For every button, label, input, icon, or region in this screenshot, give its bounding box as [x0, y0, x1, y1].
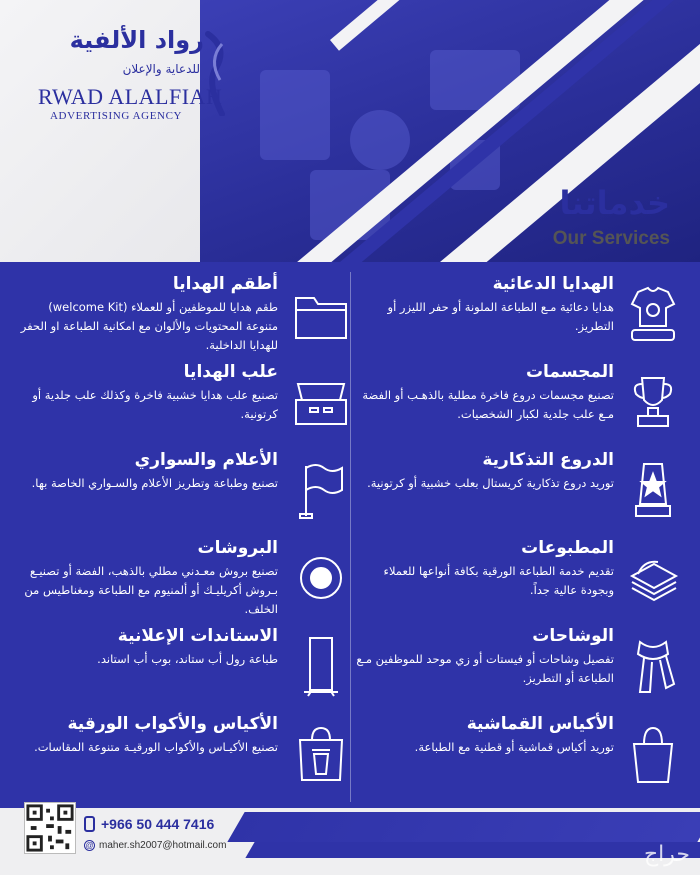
- contact-email[interactable]: [84, 840, 226, 851]
- service-title: الوشاحات: [532, 626, 614, 646]
- phone-icon: [84, 816, 95, 832]
- brand-mark-icon: [202, 30, 232, 116]
- service-title: الأكياس والأكواب الورقية: [67, 714, 278, 734]
- service-stands: [0, 626, 340, 714]
- tshirt-gift-icon: [624, 282, 682, 348]
- service-brooches: [0, 538, 340, 626]
- service-scarves: [350, 626, 690, 714]
- brand-name-ar: رواد الألفية: [69, 26, 204, 54]
- service-title: الأعلام والسواري: [134, 450, 278, 470]
- service-title: الأكياس القماشية: [466, 714, 614, 734]
- service-desc: تصنيع وطباعة وتطريز الأعلام والسـواري الخاصة بها.: [31, 476, 278, 490]
- folder-icon: [292, 282, 350, 348]
- services-title-ar: خدماتنا: [559, 184, 670, 222]
- service-shields: [350, 450, 690, 538]
- service-desc: طباعة رول أب ستاند، بوب أب استاند.: [97, 652, 278, 666]
- qr-code-icon[interactable]: [24, 802, 76, 854]
- brand-logo: [20, 26, 240, 136]
- paper-cup-bag-icon: [292, 722, 350, 788]
- brand-tagline-en: ADVERTISING AGENCY: [50, 110, 183, 122]
- service-title: المجسمات: [525, 362, 614, 382]
- service-title: أطقم الهدايا: [172, 274, 278, 294]
- header-collage: [0, 0, 700, 262]
- footer-stripe-lower: [245, 842, 700, 858]
- brand-tagline-ar: للدعاية والإعلان: [122, 62, 200, 76]
- service-title: البروشات: [197, 538, 278, 558]
- service-models: [350, 362, 690, 450]
- service-cloth-bags: [350, 714, 690, 802]
- printed-papers-icon: [624, 546, 682, 612]
- service-desc: تصنيع علب هدايا خشبية فاخرة وكذلك علب جلدية أو كرتونية.: [32, 388, 278, 421]
- service-title: المطبوعات: [521, 538, 614, 558]
- service-printing: [350, 538, 690, 626]
- service-desc: تفصيل وشاحات أو فيستات أو زي موحد للموظفين مـع الطباعة أو التطريز.: [356, 652, 614, 685]
- service-gift-sets: [0, 274, 340, 362]
- cloth-bag-icon: [624, 722, 682, 788]
- watermark: حراج: [643, 842, 690, 867]
- scarf-icon: [624, 634, 682, 700]
- rollup-stand-icon: [292, 634, 350, 700]
- brand-name-en: RWAD ALALFIAH: [38, 84, 223, 109]
- service-desc: هدايا دعائية مـع الطباعة الملونة أو حفر الليزر أو التطريز.: [387, 300, 614, 333]
- service-title: الهدايا الدعائية: [492, 274, 614, 294]
- trophy-icon: [624, 370, 682, 436]
- service-title: الاستاندات الإعلانية: [117, 626, 278, 646]
- contact-phone[interactable]: [84, 816, 214, 832]
- flag-icon: [292, 458, 350, 524]
- email-address: maher.sh2007@hotmail.com: [99, 840, 227, 851]
- service-desc: توريد دروع تذكارية كريستال بعلب خشبية أو كرتونية.: [367, 476, 614, 490]
- service-gift-boxes: [0, 362, 340, 450]
- service-desc: طقم هدايا للموظفين أو للعملاء (welcome Kit) متنوعة المحتويات والألوان مع امكانية الطباعة او الحفر للهدايا الداخلية.: [20, 300, 278, 352]
- gift-box-icon: [292, 370, 350, 436]
- service-desc: تصنيع مجسمات دروع فاخرة مطلية بالذهـب أو الفضة مـع علب جلدية لكبار الشخصيات.: [362, 388, 614, 421]
- service-title: الدروع التذكارية: [482, 450, 614, 470]
- service-promo-gifts: [350, 274, 690, 362]
- email-icon: @: [85, 841, 94, 850]
- services-title-en: Our Services: [552, 228, 670, 249]
- service-desc: تصنيع الأكيـاس والأكواب الورقيـة متنوعة المقاسات.: [34, 740, 278, 754]
- phone-number: +966 50 444 7416: [101, 816, 215, 832]
- service-title: علب الهدايا: [183, 362, 278, 382]
- footer-stripe: [227, 812, 700, 842]
- star-award-icon: [624, 458, 682, 524]
- service-paper-bags-cups: [0, 714, 340, 802]
- service-desc: توريد أكياس قماشية أو قطنية مع الطباعة.: [414, 740, 614, 754]
- services-panel: [0, 262, 700, 808]
- service-desc: تقديم خدمة الطباعة الورقية بكافة أنواعها للعملاء وبجودة عالية جداً.: [383, 564, 614, 597]
- service-flags: [0, 450, 340, 538]
- service-desc: تصنيع بروش معـدني مطلي بالذهب، الفضة أو تصنيـع بـروش أكريليـك أو ألمنيوم مع الطباعة ومغناطيس من الخلف.: [24, 564, 278, 616]
- brooch-icon: [292, 546, 350, 612]
